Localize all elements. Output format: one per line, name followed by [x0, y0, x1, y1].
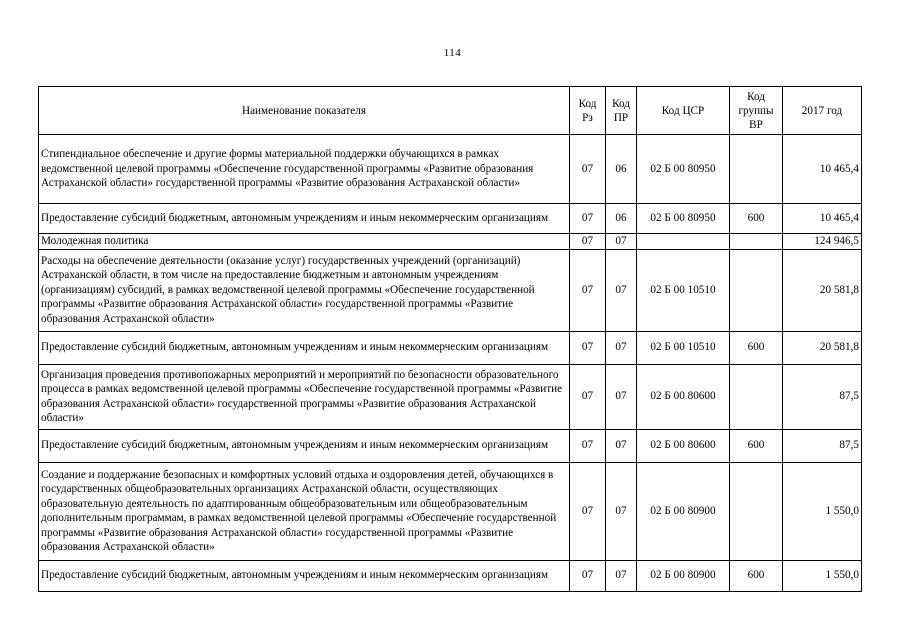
row-pr: 07 — [606, 249, 637, 331]
row-pr: 07 — [606, 331, 637, 364]
row-csr: 02 Б 00 80950 — [637, 135, 730, 204]
header-year: 2017 год — [783, 87, 862, 135]
row-vr — [730, 234, 783, 250]
row-amount: 87,5 — [783, 429, 862, 462]
row-name: Предоставление субсидий бюджетным, автономным учреждениям и иным некоммерческим организациям — [39, 429, 570, 462]
row-pr: 07 — [606, 364, 637, 429]
row-amount: 1 550,0 — [783, 560, 862, 591]
table-row — [39, 364, 862, 429]
row-name: Предоставление субсидий бюджетным, автономным учреждениям и иным некоммерческим организациям — [39, 560, 570, 591]
row-amount: 87,5 — [783, 364, 862, 429]
row-csr — [637, 234, 730, 250]
budget-table — [38, 86, 862, 592]
row-name: Предоставление субсидий бюджетным, автономным учреждениям и иным некоммерческим организациям — [39, 204, 570, 234]
header-rz: Код Рз — [570, 87, 606, 135]
row-name: Молодежная политика — [39, 234, 570, 250]
table-row — [39, 204, 862, 234]
row-rz: 07 — [570, 560, 606, 591]
table-row — [39, 249, 862, 331]
row-vr: 600 — [730, 429, 783, 462]
row-csr: 02 Б 00 80600 — [637, 429, 730, 462]
row-rz: 07 — [570, 331, 606, 364]
row-pr: 07 — [606, 560, 637, 591]
row-vr: 600 — [730, 560, 783, 591]
row-amount: 10 465,4 — [783, 204, 862, 234]
row-vr: 600 — [730, 204, 783, 234]
row-vr — [730, 135, 783, 204]
table-row — [39, 429, 862, 462]
row-rz: 07 — [570, 204, 606, 234]
header-name: Наименование показателя — [39, 87, 570, 135]
row-amount: 10 465,4 — [783, 135, 862, 204]
table-row — [39, 560, 862, 591]
row-amount: 1 550,0 — [783, 462, 862, 560]
row-csr: 02 Б 00 80900 — [637, 462, 730, 560]
row-vr: 600 — [730, 331, 783, 364]
row-vr — [730, 364, 783, 429]
row-vr — [730, 249, 783, 331]
row-amount: 20 581,8 — [783, 249, 862, 331]
table-row — [39, 234, 862, 250]
row-csr: 02 Б 00 10510 — [637, 249, 730, 331]
row-name: Создание и поддержание безопасных и комфортных условий отдыха и оздоровления детей, обучающихся в государственных общеобразовательных организациях Астраханской области, осуществляющих образовательную деятельность по адаптированным общеобразовательным или общеобразовательным дополнительным программам, в рамках ведомственной целевой программы «Обеспечение государственной программы «Развитие образования Астраханской области» государственной программы «Развитие образования Астраханской области» — [39, 462, 570, 560]
row-csr: 02 Б 00 80600 — [637, 364, 730, 429]
row-rz: 07 — [570, 249, 606, 331]
row-csr: 02 Б 00 80950 — [637, 204, 730, 234]
table-header-row — [39, 87, 862, 135]
row-pr: 07 — [606, 462, 637, 560]
row-amount: 124 946,5 — [783, 234, 862, 250]
row-vr — [730, 462, 783, 560]
header-csr: Код ЦСР — [637, 87, 730, 135]
row-name: Стипендиальное обеспечение и другие формы материальной поддержки обучающихся в рамках ведомственной целевой программы «Обеспечение государственной программы «Развитие образования Астраханской области» государственной программы «Развитие образования Астраханской области» — [39, 135, 570, 204]
row-rz: 07 — [570, 429, 606, 462]
row-pr: 06 — [606, 204, 637, 234]
table-row — [39, 135, 862, 204]
row-csr: 02 Б 00 80900 — [637, 560, 730, 591]
row-pr: 07 — [606, 234, 637, 250]
row-amount: 20 581,8 — [783, 331, 862, 364]
row-csr: 02 Б 00 10510 — [637, 331, 730, 364]
row-rz: 07 — [570, 135, 606, 204]
row-name: Организация проведения противопожарных мероприятий и мероприятий по безопасности образовательного процесса в рамках ведомственной целевой программы «Обеспечение государственной программы «Развитие образования Астраханской области» государственной программы «Развитие образования Астраханской области» — [39, 364, 570, 429]
row-name: Расходы на обеспечение деятельности (оказание услуг) государственных учреждений (организаций) Астраханской области, в том числе на предоставление бюджетным и автономным учреждениям (организациям) субсидий, в рамках ведомственной целевой программы «Обеспечение государственной программы «Развитие образования Астраханской области» государственной программы «Развитие образования Астраханской области» — [39, 249, 570, 331]
page-number: 114 — [443, 47, 462, 59]
row-pr: 07 — [606, 429, 637, 462]
row-name: Предоставление субсидий бюджетным, автономным учреждениям и иным некоммерческим организациям — [39, 331, 570, 364]
row-rz: 07 — [570, 364, 606, 429]
row-pr: 06 — [606, 135, 637, 204]
table-row — [39, 331, 862, 364]
header-vr: Код группы ВР — [730, 87, 783, 135]
row-rz: 07 — [570, 462, 606, 560]
table-row — [39, 462, 862, 560]
header-pr: Код ПР — [606, 87, 637, 135]
row-rz: 07 — [570, 234, 606, 250]
